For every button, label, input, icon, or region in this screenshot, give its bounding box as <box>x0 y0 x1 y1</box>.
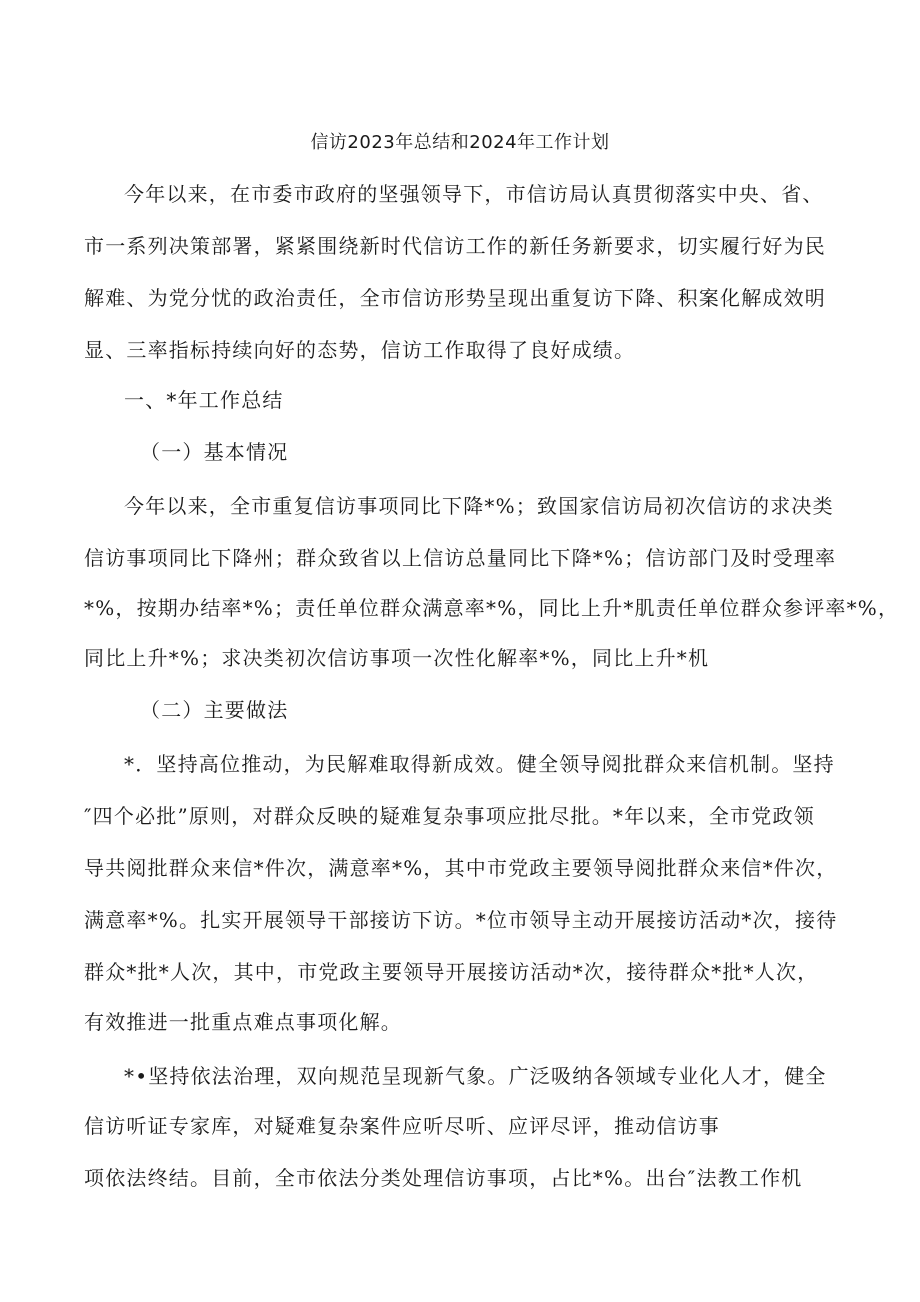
basic-para-line-4: 同比上升*%；求决类初次信访事项一次性化解率*%，同比上升*机 <box>84 646 710 670</box>
item1-line-1: *．坚持高位推动，为民解难取得新成效。健全领导阅批群众来信机制。坚持 <box>124 752 835 776</box>
item1-line-3: 导共阅批群众来信*件次，满意率*%，其中市党政主要领导阅批群众来信*件次， <box>84 856 838 880</box>
basic-para-line-2: 信访事项同比下降州；群众致省以上信访总量同比下降*%；信访部门及时受理率 <box>84 546 837 570</box>
document-title: 信访2023年总结和2024年工作计划 <box>310 132 610 153</box>
intro-line-3: 解难、为党分忧的政治责任，全市信访形势呈现出重复访下降、积案化解成效明 <box>84 286 826 310</box>
item2-line-2: 信访听证专家库，对疑难复杂案件应听尽听、应评尽评，推动信访事 <box>84 1114 720 1138</box>
intro-line-2: 市一系列决策部署，紧紧围绕新时代信访工作的新任务新要求，切实履行好为民 <box>84 234 826 258</box>
item2-line-3: 项依法终结。目前，全市依法分类处理信访事项，占比*%。出台″法教工作机 <box>84 1166 803 1190</box>
intro-line-4: 显、三率指标持续向好的态势，信访工作取得了良好成绩。 <box>84 338 636 362</box>
item1-line-4: 满意率*%。扎实开展领导干部接访下访。*位市领导主动开展接访活动*次，接待 <box>84 908 838 932</box>
item1-line-2: ″四个必批”原则，对群众反映的疑难复杂事项应批尽批。*年以来，全市党政领 <box>84 804 815 828</box>
subsection-heading-2: （二）主要做法 <box>140 698 289 722</box>
intro-line-1: 今年以来，在市委市政府的坚强领导下，市信访局认真贯彻落实中央、省、 <box>124 182 824 206</box>
basic-para-line-3: *%，按期办结率*%；责任单位群众满意率*%，同比上升*肌责任单位群众参评率*%， <box>84 596 900 620</box>
section-heading-1: 一、*年工作总结 <box>124 388 284 412</box>
basic-para-line-1: 今年以来，全市重复信访事项同比下降*%；致国家信访局初次信访的求决类 <box>124 494 834 518</box>
subsection-heading-1: （一）基本情况 <box>140 440 289 464</box>
item2-line-1: *•坚持依法治理，双向规范呈现新气象。广泛吸纳各领域专业化人才，健全 <box>124 1064 827 1088</box>
item1-line-5: 群众*批*人次，其中，市党政主要领导开展接访活动*次，接待群众*批*人次， <box>84 960 819 984</box>
item1-line-6: 有效推进一批重点难点事项化解。 <box>84 1010 402 1034</box>
